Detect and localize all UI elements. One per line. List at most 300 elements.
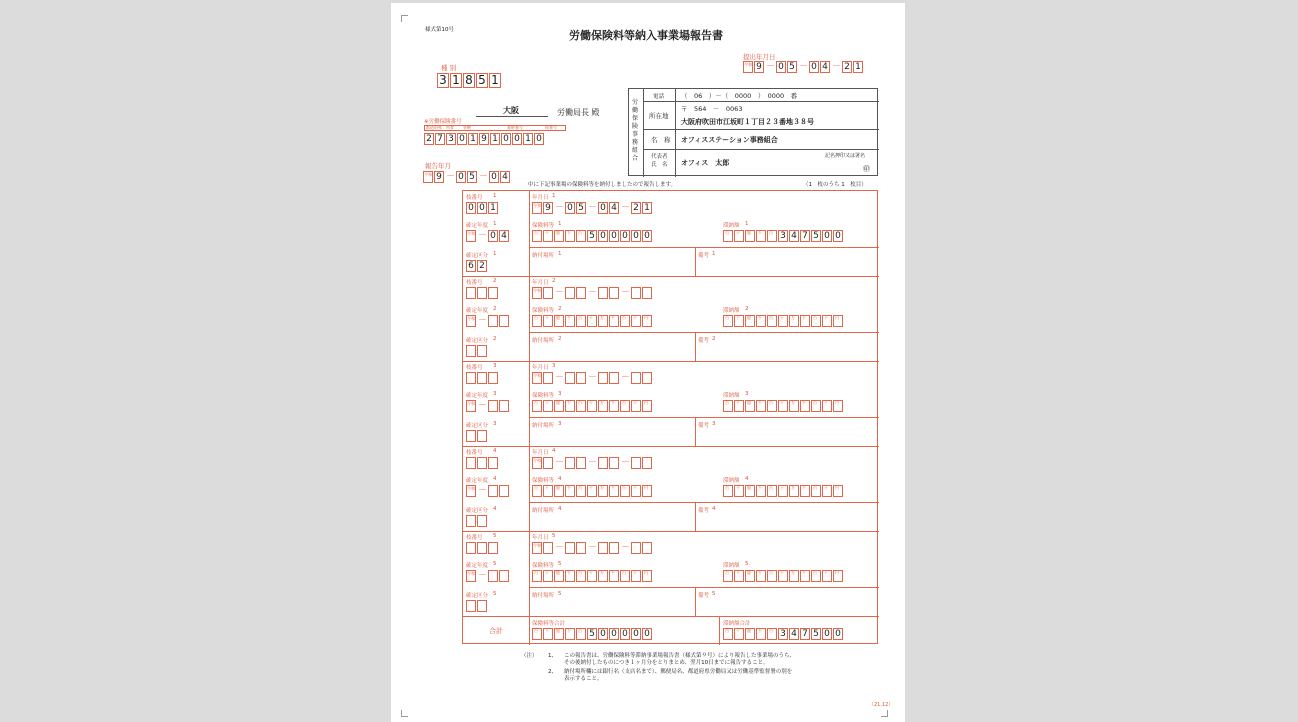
premium-boxes[interactable]	[532, 315, 653, 327]
paid-boxes-digit[interactable]	[800, 570, 810, 582]
branch-boxes-digit[interactable]	[466, 457, 476, 469]
year-digit[interactable]	[488, 315, 498, 327]
paid-boxes-digit[interactable]	[822, 400, 832, 412]
premium-total-boxes-digit[interactable]	[565, 628, 575, 640]
report-ym-digit[interactable]: 9	[434, 171, 444, 183]
date-digit[interactable]	[642, 287, 652, 299]
paid-total-boxes-digit[interactable]: 5	[811, 628, 821, 640]
type-digit[interactable]: 5	[476, 73, 488, 88]
paid-boxes-digit[interactable]: 0	[833, 230, 843, 242]
paid-boxes-digit[interactable]	[745, 485, 755, 497]
paid-boxes-digit[interactable]	[789, 315, 799, 327]
premium-total-boxes-digit[interactable]: 0	[598, 628, 608, 640]
division-boxes-digit[interactable]	[466, 345, 476, 357]
paid-boxes-digit[interactable]	[734, 230, 744, 242]
era-cell: 令和	[466, 400, 476, 412]
date-digit[interactable]	[565, 372, 575, 384]
year-digit[interactable]	[488, 485, 498, 497]
premium-boxes-digit[interactable]	[576, 570, 586, 582]
premium-boxes-digit[interactable]: 0	[631, 230, 641, 242]
premium-total-boxes-digit[interactable]	[576, 628, 586, 640]
paid-boxes[interactable]	[723, 230, 844, 242]
branch-boxes[interactable]	[466, 372, 499, 384]
paid-boxes-digit[interactable]	[723, 400, 733, 412]
paid-total-boxes-digit[interactable]: 7	[800, 628, 810, 640]
premium-boxes-digit[interactable]	[532, 400, 542, 412]
entry-number: 4	[552, 448, 556, 454]
paid-boxes-digit[interactable]	[833, 315, 843, 327]
premium-boxes-digit[interactable]	[642, 315, 652, 327]
branch-label: 枝番号	[466, 365, 483, 371]
paid-boxes-digit[interactable]	[734, 485, 744, 497]
premium-boxes-digit[interactable]	[532, 230, 542, 242]
year-digit[interactable]	[499, 570, 509, 582]
year-digit[interactable]	[499, 400, 509, 412]
unit-mark: 十	[780, 400, 784, 405]
paid-total-boxes-digit[interactable]: 0	[833, 628, 843, 640]
submit-date-digit[interactable]: 0	[809, 61, 819, 73]
division-label: 確定区分	[466, 593, 489, 599]
premium-boxes-digit[interactable]: 0	[642, 230, 652, 242]
paid-boxes-digit[interactable]	[778, 570, 788, 582]
premium-boxes-digit[interactable]	[576, 315, 586, 327]
branch-boxes-digit[interactable]	[477, 287, 487, 299]
date-digit[interactable]	[631, 542, 641, 554]
paid-boxes-digit[interactable]	[723, 570, 733, 582]
date-digit[interactable]	[609, 287, 619, 299]
date-digit[interactable]	[576, 287, 586, 299]
date-digit[interactable]	[543, 287, 553, 299]
unit-mark: 十	[780, 570, 784, 575]
date-digit[interactable]	[565, 457, 575, 469]
premium-boxes-digit[interactable]	[532, 315, 542, 327]
division-boxes[interactable]	[466, 430, 488, 442]
date-digit[interactable]	[631, 372, 641, 384]
insurance-digit[interactable]: 3	[446, 133, 456, 145]
premium-boxes-digit[interactable]	[609, 315, 619, 327]
premium-boxes-digit[interactable]	[642, 570, 652, 582]
paid-boxes-digit[interactable]: 0	[822, 230, 832, 242]
paid-boxes-digit[interactable]	[745, 570, 755, 582]
premium-boxes-digit[interactable]	[532, 570, 542, 582]
office-box	[628, 88, 878, 176]
date-boxes[interactable]	[532, 457, 653, 469]
paid-boxes-digit[interactable]	[723, 230, 733, 242]
date-digit[interactable]	[576, 542, 586, 554]
premium-boxes-digit[interactable]	[565, 315, 575, 327]
branch-boxes-digit[interactable]	[466, 372, 476, 384]
paid-boxes-digit[interactable]	[811, 485, 821, 497]
division-boxes-digit[interactable]	[477, 430, 487, 442]
year-digit[interactable]	[499, 485, 509, 497]
paid-boxes-digit[interactable]	[811, 400, 821, 412]
division-boxes-digit[interactable]	[477, 600, 487, 612]
branch-boxes-digit[interactable]	[488, 372, 498, 384]
paid-boxes-digit[interactable]	[800, 400, 810, 412]
premium-boxes-digit[interactable]: 0	[609, 230, 619, 242]
premium-boxes-digit[interactable]	[576, 485, 586, 497]
paid-boxes-digit[interactable]	[734, 570, 744, 582]
paid-boxes-digit[interactable]	[811, 315, 821, 327]
branch-boxes[interactable]	[466, 457, 499, 469]
date-digit[interactable]	[543, 372, 553, 384]
report-ym-boxes[interactable]	[423, 171, 511, 183]
premium-boxes-digit[interactable]	[576, 400, 586, 412]
paid-total-boxes-digit[interactable]: 4	[789, 628, 799, 640]
year-boxes[interactable]	[466, 485, 510, 497]
unit-mark: 億	[556, 400, 560, 405]
premium-boxes-digit[interactable]	[565, 230, 575, 242]
date-digit[interactable]	[543, 542, 553, 554]
paid-boxes-digit[interactable]	[767, 230, 777, 242]
entry-number: 3	[493, 391, 497, 397]
premium-total-boxes-digit[interactable]: 0	[631, 628, 641, 640]
insurance-no-boxes[interactable]	[424, 133, 545, 145]
premium-boxes-digit[interactable]	[609, 485, 619, 497]
premium-boxes-digit[interactable]	[620, 485, 630, 497]
paid-boxes-digit[interactable]	[734, 400, 744, 412]
type-digit[interactable]: 1	[489, 73, 501, 88]
date-digit[interactable]: 0	[598, 202, 608, 214]
insurance-digit[interactable]: 2	[424, 133, 434, 145]
premium-boxes-digit[interactable]	[587, 400, 597, 412]
premium-boxes-digit[interactable]	[631, 485, 641, 497]
premium-total-boxes-digit[interactable]: 0	[609, 628, 619, 640]
branch-boxes-digit[interactable]: 0	[466, 202, 476, 214]
insurance-digit[interactable]: 9	[479, 133, 489, 145]
date-boxes[interactable]	[532, 372, 653, 384]
paid-boxes-digit[interactable]	[745, 315, 755, 327]
paid-boxes-digit[interactable]	[767, 485, 777, 497]
paid-total-boxes-digit[interactable]	[734, 628, 744, 640]
paid-boxes-digit[interactable]	[767, 570, 777, 582]
premium-total-boxes-digit[interactable]: 0	[642, 628, 652, 640]
premium-boxes-digit[interactable]	[543, 230, 553, 242]
type-digit[interactable]: 8	[463, 73, 475, 88]
division-boxes[interactable]	[466, 515, 488, 527]
submit-date-digit[interactable]: 9	[754, 61, 764, 73]
division-boxes-digit[interactable]	[466, 515, 476, 527]
report-ym-digit[interactable]: 0	[456, 171, 466, 183]
premium-boxes-digit[interactable]	[631, 315, 641, 327]
separator-dash: －	[832, 62, 842, 72]
insurance-digit[interactable]: 0	[501, 133, 511, 145]
premium-boxes-digit[interactable]	[543, 400, 553, 412]
date-digit[interactable]	[598, 457, 608, 469]
insurance-digit[interactable]: 0	[512, 133, 522, 145]
premium-boxes-digit[interactable]: 5	[587, 230, 597, 242]
premium-boxes-digit[interactable]	[554, 400, 564, 412]
paid-boxes-digit[interactable]	[756, 315, 766, 327]
date-digit[interactable]	[631, 287, 641, 299]
premium-boxes-digit[interactable]	[598, 315, 608, 327]
paid-boxes-digit[interactable]	[822, 570, 832, 582]
division-boxes[interactable]	[466, 345, 488, 357]
premium-boxes-digit[interactable]	[631, 400, 641, 412]
premium-boxes-digit[interactable]	[642, 400, 652, 412]
insurance-digit[interactable]: 0	[457, 133, 467, 145]
branch-boxes[interactable]	[466, 287, 499, 299]
date-digit[interactable]	[609, 372, 619, 384]
unit-mark: 十	[589, 315, 593, 320]
paid-boxes-digit[interactable]: 7	[800, 230, 810, 242]
division-boxes-digit[interactable]	[477, 345, 487, 357]
year-digit[interactable]: 4	[499, 230, 509, 242]
branch-boxes-digit[interactable]	[477, 372, 487, 384]
branch-boxes-digit[interactable]	[477, 542, 487, 554]
date-digit[interactable]: 0	[565, 202, 575, 214]
premium-boxes-digit[interactable]	[565, 400, 575, 412]
separator-dash: －	[621, 373, 631, 383]
premium-boxes-digit[interactable]	[587, 485, 597, 497]
unit-mark: 十	[824, 400, 828, 405]
paid-boxes[interactable]	[723, 315, 844, 327]
report-ym-digit[interactable]: 4	[500, 171, 510, 183]
year-digit[interactable]	[499, 315, 509, 327]
branch-boxes-digit[interactable]	[488, 542, 498, 554]
paid-boxes-digit[interactable]	[767, 315, 777, 327]
premium-boxes-digit[interactable]	[620, 570, 630, 582]
paid-boxes-digit[interactable]	[756, 400, 766, 412]
submit-date-digit[interactable]: 2	[842, 61, 852, 73]
paid-boxes-digit[interactable]	[723, 315, 733, 327]
date-digit[interactable]	[576, 372, 586, 384]
unit-mark: 千	[611, 400, 615, 405]
paid-boxes-digit[interactable]	[778, 485, 788, 497]
page-count: （1 枚のうち 1 枚目）	[803, 182, 867, 188]
premium-total-label: 保険料等合計	[532, 621, 566, 627]
paid-total-boxes[interactable]	[723, 628, 844, 640]
premium-boxes-digit[interactable]	[598, 400, 608, 412]
unit-mark: 千	[802, 570, 806, 575]
paid-boxes-digit[interactable]	[811, 570, 821, 582]
submit-date-digit[interactable]: 5	[787, 61, 797, 73]
paid-boxes[interactable]	[723, 570, 844, 582]
paid-boxes-digit[interactable]	[800, 485, 810, 497]
insurance-digit[interactable]: 1	[523, 133, 533, 145]
date-digit[interactable]: 5	[576, 202, 586, 214]
premium-boxes[interactable]	[532, 485, 653, 497]
premium-boxes-digit[interactable]	[565, 485, 575, 497]
unit-mark: 億	[747, 485, 751, 490]
paid-boxes-digit[interactable]	[789, 485, 799, 497]
entry-number: 1	[558, 251, 562, 257]
premium-boxes[interactable]	[532, 400, 653, 412]
submit-date-digit[interactable]: 4	[820, 61, 830, 73]
year-boxes[interactable]	[466, 570, 510, 582]
entry-number: 4	[712, 506, 716, 512]
date-digit[interactable]	[609, 542, 619, 554]
premium-total-boxes-digit[interactable]: 5	[587, 628, 597, 640]
premium-boxes-digit[interactable]	[554, 315, 564, 327]
year-boxes[interactable]	[466, 315, 510, 327]
date-digit[interactable]: 2	[631, 202, 641, 214]
unit-mark: 十	[736, 485, 740, 490]
premium-boxes-digit[interactable]	[543, 485, 553, 497]
branch-boxes-digit[interactable]: 0	[477, 202, 487, 214]
paid-boxes-digit[interactable]	[745, 230, 755, 242]
type-digit[interactable]: 3	[437, 73, 449, 88]
premium-boxes-digit[interactable]	[620, 315, 630, 327]
date-digit[interactable]	[609, 457, 619, 469]
date-digit[interactable]: 9	[543, 202, 553, 214]
date-digit[interactable]	[576, 457, 586, 469]
division-boxes-digit[interactable]: 2	[477, 260, 487, 272]
paid-boxes-digit[interactable]	[756, 230, 766, 242]
premium-boxes-digit[interactable]	[532, 485, 542, 497]
premium-boxes-digit[interactable]	[598, 485, 608, 497]
date-digit[interactable]	[598, 542, 608, 554]
division-boxes-digit[interactable]	[477, 515, 487, 527]
premium-boxes-digit[interactable]	[598, 570, 608, 582]
unit-mark: 百	[578, 400, 582, 405]
premium-total-boxes-digit[interactable]	[532, 628, 542, 640]
date-digit[interactable]	[598, 372, 608, 384]
premium-boxes[interactable]	[532, 570, 653, 582]
date-digit[interactable]	[642, 457, 652, 469]
submit-date-boxes[interactable]	[743, 61, 864, 73]
date-digit[interactable]	[642, 372, 652, 384]
branch-boxes-digit[interactable]	[466, 287, 476, 299]
premium-boxes-digit[interactable]	[620, 400, 630, 412]
premium-boxes-digit[interactable]	[642, 485, 652, 497]
paid-total-boxes-digit[interactable]	[723, 628, 733, 640]
paid-total-boxes-digit[interactable]	[756, 628, 766, 640]
date-digit[interactable]	[565, 287, 575, 299]
type-boxes[interactable]	[437, 73, 502, 88]
unit-mark: 十	[545, 315, 549, 320]
submit-date-digit[interactable]: 0	[776, 61, 786, 73]
date-digit[interactable]	[565, 542, 575, 554]
branch-boxes-digit[interactable]	[477, 457, 487, 469]
paid-boxes-digit[interactable]	[833, 400, 843, 412]
separator-dash: －	[621, 203, 631, 213]
premium-boxes-digit[interactable]	[554, 230, 564, 242]
paid-boxes-digit[interactable]	[778, 315, 788, 327]
seal-mark: ㊞	[863, 165, 870, 173]
submit-date-digit[interactable]: 1	[853, 61, 863, 73]
date-digit[interactable]	[642, 542, 652, 554]
premium-boxes-digit[interactable]: 0	[598, 230, 608, 242]
name-label: 名 称	[651, 136, 671, 144]
paid-total-boxes-digit[interactable]	[745, 628, 755, 640]
paid-boxes-digit[interactable]	[756, 485, 766, 497]
date-digit[interactable]	[598, 287, 608, 299]
report-ym-digit[interactable]: 5	[467, 171, 477, 183]
paid-boxes-digit[interactable]	[734, 315, 744, 327]
premium-total-boxes-digit[interactable]: 0	[620, 628, 630, 640]
paid-boxes-digit[interactable]	[800, 315, 810, 327]
date-boxes[interactable]	[532, 202, 653, 214]
premium-boxes-digit[interactable]	[543, 570, 553, 582]
paid-boxes[interactable]	[723, 485, 844, 497]
unit-mark: 万	[600, 315, 604, 320]
paid-boxes-digit[interactable]: 5	[811, 230, 821, 242]
premium-total-boxes[interactable]	[532, 628, 653, 640]
paid-boxes-digit[interactable]	[756, 570, 766, 582]
insurance-digit[interactable]: 7	[435, 133, 445, 145]
premium-boxes-digit[interactable]	[576, 230, 586, 242]
branch-boxes-digit[interactable]: 1	[488, 202, 498, 214]
premium-boxes-digit[interactable]	[554, 570, 564, 582]
year-digit[interactable]	[488, 400, 498, 412]
date-digit[interactable]	[631, 457, 641, 469]
division-boxes-digit[interactable]	[466, 430, 476, 442]
premium-boxes-digit[interactable]	[565, 570, 575, 582]
paid-boxes-digit[interactable]	[789, 570, 799, 582]
year-boxes[interactable]	[466, 230, 510, 242]
paid-boxes-digit[interactable]	[789, 400, 799, 412]
premium-boxes[interactable]	[532, 230, 653, 242]
premium-boxes-digit[interactable]	[554, 485, 564, 497]
branch-boxes[interactable]	[466, 542, 499, 554]
division-boxes-digit[interactable]: 6	[466, 260, 476, 272]
paid-boxes-digit[interactable]	[833, 570, 843, 582]
report-ym-digit[interactable]: 0	[489, 171, 499, 183]
date-digit[interactable]	[543, 457, 553, 469]
premium-boxes-digit[interactable]	[631, 570, 641, 582]
paid-boxes[interactable]	[723, 400, 844, 412]
date-boxes[interactable]	[532, 542, 653, 554]
paid-total-boxes-digit[interactable]: 3	[778, 628, 788, 640]
unit-mark: 百	[769, 485, 773, 490]
premium-boxes-digit[interactable]	[543, 315, 553, 327]
premium-total-boxes-digit[interactable]	[554, 628, 564, 640]
premium-boxes-digit[interactable]	[609, 400, 619, 412]
date-digit[interactable]: 4	[609, 202, 619, 214]
insurance-digit[interactable]: 1	[468, 133, 478, 145]
premium-boxes-digit[interactable]: 0	[620, 230, 630, 242]
paid-boxes-digit[interactable]	[723, 485, 733, 497]
insurance-digit[interactable]: 0	[534, 133, 544, 145]
insurance-digit[interactable]: 1	[490, 133, 500, 145]
unit-mark: 百	[725, 230, 729, 235]
paid-boxes-digit[interactable]	[745, 400, 755, 412]
year-boxes[interactable]	[466, 400, 510, 412]
paid-total-boxes-digit[interactable]: 0	[822, 628, 832, 640]
premium-boxes-digit[interactable]	[587, 570, 597, 582]
paid-boxes-digit[interactable]	[767, 400, 777, 412]
era-cell: 令和	[532, 542, 542, 554]
paid-boxes-digit[interactable]	[778, 400, 788, 412]
premium-boxes-digit[interactable]	[609, 570, 619, 582]
year-digit[interactable]: 0	[488, 230, 498, 242]
paid-boxes-digit[interactable]	[833, 485, 843, 497]
year-digit[interactable]	[488, 570, 498, 582]
paid-boxes-digit[interactable]: 3	[778, 230, 788, 242]
paid-total-boxes-digit[interactable]	[767, 628, 777, 640]
division-boxes[interactable]	[466, 260, 488, 272]
division-boxes[interactable]	[466, 600, 488, 612]
division-boxes-digit[interactable]	[466, 600, 476, 612]
entry-divider	[463, 531, 879, 532]
branch-boxes-digit[interactable]	[488, 287, 498, 299]
unit-mark: 百	[813, 485, 817, 490]
branch-boxes[interactable]	[466, 202, 499, 214]
premium-total-boxes-digit[interactable]	[543, 628, 553, 640]
date-digit[interactable]: 1	[642, 202, 652, 214]
premium-boxes-digit[interactable]	[587, 315, 597, 327]
corner-mark	[881, 710, 888, 717]
paid-boxes-digit[interactable]: 4	[789, 230, 799, 242]
paid-boxes-digit[interactable]	[822, 315, 832, 327]
branch-boxes-digit[interactable]	[488, 457, 498, 469]
branch-boxes-digit[interactable]	[466, 542, 476, 554]
type-digit[interactable]: 1	[450, 73, 462, 88]
unit-mark: 万	[791, 315, 795, 320]
paid-boxes-digit[interactable]	[822, 485, 832, 497]
date-boxes[interactable]	[532, 287, 653, 299]
